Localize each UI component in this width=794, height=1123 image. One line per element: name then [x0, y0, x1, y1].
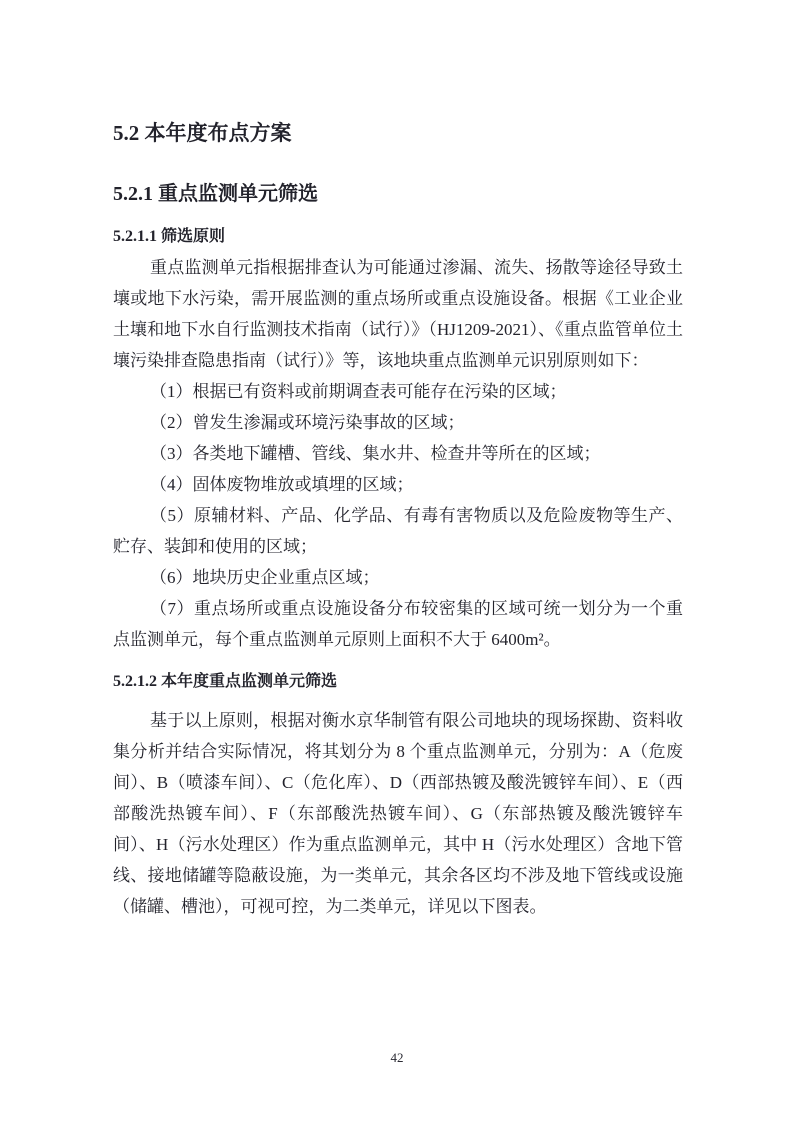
page-content — [113, 0, 683, 922]
list-item: （2）曾发生渗漏或环境污染事故的区域； — [150, 413, 465, 432]
paragraph-unit-screening-result: 基于以上原则，根据对衡水京华制管有限公司地块的现场探勘、资料收集分析并结合实际情况，将其划分为 8 个重点监测单元，分别为：A（危废间）、B（喷漆车间）、C（危化库）、D（西部热镀及酸洗镀锌车间）、E（西部酸洗热镀车间）、F（东部酸洗热镀车间）、G（东部热镀及酸洗镀锌车间）、H（污水处理区）作为重点监测单元，其中 H（污水处理区）含地下管线、接地储罐等隐蔽设施，为一类单元，其余各区均不涉及地下管线或设施（储罐、槽池），可视可控，为二类单元，详见以下图表。 — [113, 711, 683, 916]
list-item: （5）原辅材料、产品、化学品、有毒有害物质以及危险废物等生产、贮存、装卸和使用的区域； — [113, 506, 683, 556]
section-heading-5-2-1-1: 5.2.1.1 筛选原则 — [113, 228, 226, 245]
section-heading-5-2-1-2: 5.2.1.2 本年度重点监测单元筛选 — [113, 673, 338, 690]
list-item: （1）根据已有资料或前期调查表可能存在污染的区域； — [150, 382, 567, 401]
section-heading-5-2: 5.2 本年度布点方案 — [113, 121, 292, 145]
section-heading-5-2-1: 5.2.1 重点监测单元筛选 — [113, 183, 318, 205]
list-item: （7）重点场所或重点设施设备分布较密集的区域可统一划分为一个重点监测单元，每个重点监测单元原则上面积不大于 6400m²。 — [113, 599, 683, 649]
list-item: （3）各类地下罐槽、管线、集水井、检查井等所在的区域； — [150, 444, 601, 463]
list-item: （6）地块历史企业重点区域； — [150, 568, 380, 587]
list-item: （4）固体废物堆放或填埋的区域； — [150, 475, 414, 494]
page-number: 42 — [390, 1050, 404, 1065]
paragraph-screening-principles-intro: 重点监测单元指根据排查认为可能通过渗漏、流失、扬散等途径导致土壤或地下水污染，需开展监测的重点场所或重点设施设备。根据《工业企业土壤和地下水自行监测技术指南（试行）》（HJ1209-2021）、《重点监管单位土壤污染排查隐患指南（试行）》等，该地块重点监测单元识别原则如下： — [113, 258, 683, 370]
